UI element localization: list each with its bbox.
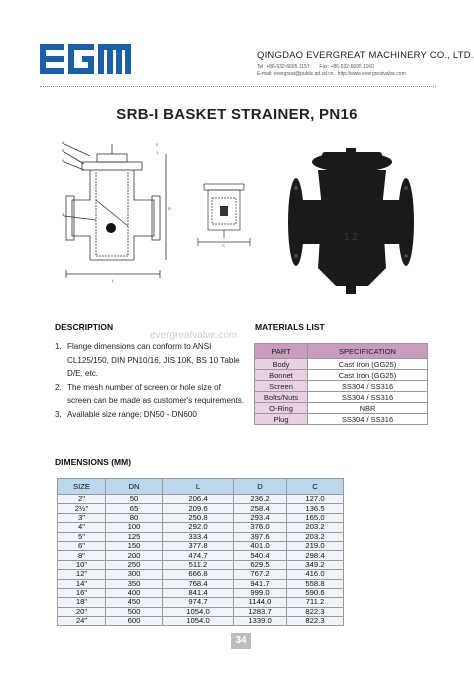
description-item xyxy=(55,408,245,422)
strainer-photo xyxy=(282,148,414,298)
strainer-section-drawing xyxy=(62,140,172,290)
table-row xyxy=(58,588,344,597)
table-row xyxy=(58,579,344,588)
email-text: E-mail: evergreat@public.qd.sd.cn xyxy=(257,71,334,77)
dimension-cell: 540.4 xyxy=(234,551,287,560)
dimension-cell: 150 xyxy=(106,541,163,550)
header-spec: SPECIFICATION xyxy=(308,344,428,359)
materials-table xyxy=(254,343,428,425)
drawing-label-4: 3 xyxy=(62,212,65,217)
dimension-cell: 2" xyxy=(58,495,106,504)
table-row xyxy=(58,598,344,607)
header-part: PART xyxy=(255,344,308,359)
dimension-cell: 300 xyxy=(106,570,163,579)
table-row xyxy=(58,523,344,532)
dimension-cell: 350 xyxy=(106,579,163,588)
dimension-cell: 558.8 xyxy=(287,579,344,588)
cast-marks: 1 2 xyxy=(344,232,358,243)
tel-text: Tel: +86-532-6695 1157 xyxy=(257,64,310,70)
dimension-cell: 1283.7 xyxy=(234,607,287,616)
dimension-cell: 376.0 xyxy=(234,523,287,532)
drain-plug-mark xyxy=(106,223,116,233)
tel-fax-line xyxy=(257,64,406,71)
table-row xyxy=(255,392,428,403)
part-cell: O-Ring xyxy=(255,403,308,414)
dimension-cell: 400 xyxy=(106,588,163,597)
dimension-cell: 16" xyxy=(58,588,106,597)
dimension-cell: 666.8 xyxy=(163,570,234,579)
dimension-cell: 293.4 xyxy=(234,513,287,522)
dimension-cell: 20" xyxy=(58,607,106,616)
dimension-cell: 4" xyxy=(58,523,106,532)
drawing-label-3: 4 xyxy=(62,158,65,163)
dimension-cell: 474.7 xyxy=(163,551,234,560)
dimension-cell: 768.4 xyxy=(163,579,234,588)
part-cell: Screen xyxy=(255,381,308,392)
part-cell: Bonnet xyxy=(255,370,308,381)
table-row xyxy=(58,513,344,522)
dimension-cell: 250.8 xyxy=(163,513,234,522)
dimension-cell: 401.0 xyxy=(234,541,287,550)
description-heading: DESCRIPTION xyxy=(55,322,114,332)
dimension-cell: 500 xyxy=(106,607,163,616)
watermark: evergreatvalve.com xyxy=(150,330,238,341)
website-link[interactable]: http://www.evergreatvalve.com xyxy=(337,71,406,77)
contact-info xyxy=(257,64,406,78)
table-row xyxy=(58,551,344,560)
item-text: Flange dimensions can conform to ANSI CL125/150, DIN PN10/16, JIS 10K, BS 10 Table D/E, etc. xyxy=(67,342,240,378)
dimension-cell: 250 xyxy=(106,560,163,569)
dimension-cell: 841.4 xyxy=(163,588,234,597)
spec-cell: SS304 / SS316 xyxy=(308,414,428,425)
table-row xyxy=(255,359,428,370)
page-title: SRB-I BASKET STRAINER, PN16 xyxy=(116,106,358,123)
dimension-cell: 377.8 xyxy=(163,541,234,550)
dimension-cell: 397.6 xyxy=(234,532,287,541)
drawing-label-D: D xyxy=(168,206,171,211)
dimension-cell: 2½" xyxy=(58,504,106,513)
drawing-label-6: 1 xyxy=(156,150,159,155)
item-text: Available size range: DN50 - DN600 xyxy=(67,409,197,419)
dimension-cell: 203.2 xyxy=(287,523,344,532)
dimension-cell: 6" xyxy=(58,541,106,550)
dimension-cell: 711.2 xyxy=(287,598,344,607)
materials-heading: MATERIALS LIST xyxy=(255,322,325,332)
dimension-cell: 125 xyxy=(106,532,163,541)
table-row xyxy=(58,560,344,569)
dimension-cell: 600 xyxy=(106,617,163,626)
dimensions-table xyxy=(57,478,344,626)
company-logo xyxy=(40,44,132,74)
dimension-cell: 1054.0 xyxy=(163,607,234,616)
dimension-cell: 80 xyxy=(106,513,163,522)
dimension-cell: 24" xyxy=(58,617,106,626)
spec-cell: SS304 / SS316 xyxy=(308,381,428,392)
drawing-label-L: L xyxy=(112,278,115,283)
dimension-cell: 14" xyxy=(58,579,106,588)
dimension-cell: 136.5 xyxy=(287,504,344,513)
dimension-cell: 50 xyxy=(106,495,163,504)
table-row xyxy=(58,495,344,504)
dimension-cell: 999.0 xyxy=(234,588,287,597)
dimensions-heading: DIMENSIONS (MM) xyxy=(55,457,132,467)
table-row xyxy=(58,617,344,626)
dimension-cell: 165.0 xyxy=(287,513,344,522)
drawing-label-2: 5 xyxy=(62,148,65,153)
dimension-cell: 127.0 xyxy=(287,495,344,504)
header-divider xyxy=(40,86,436,87)
header-d: D xyxy=(234,479,287,495)
dimension-cell: 416.0 xyxy=(287,570,344,579)
description-item xyxy=(55,381,245,408)
materials-header-row xyxy=(255,344,428,359)
spec-cell: SS304 / SS316 xyxy=(308,392,428,403)
dimension-cell: 219.0 xyxy=(287,541,344,550)
spec-cell: Cast Iron (GG25) xyxy=(308,359,428,370)
item-text: The mesh number of screen or hole size of screen can be made as customer's requirements. xyxy=(67,382,244,405)
item-number: 2. xyxy=(55,382,62,392)
spec-cell: NBR xyxy=(308,403,428,414)
drawing-label-5: 2 xyxy=(156,142,159,147)
dimension-cell: 5" xyxy=(58,532,106,541)
header-c: C xyxy=(287,479,344,495)
page-number: 34 xyxy=(231,633,251,649)
dimension-cell: 298.4 xyxy=(287,551,344,560)
dimension-cell: 941.7 xyxy=(234,579,287,588)
dimension-cell: 203.2 xyxy=(287,532,344,541)
description-list xyxy=(55,340,245,421)
table-row xyxy=(255,403,428,414)
part-cell: Body xyxy=(255,359,308,370)
dimension-cell: 236.2 xyxy=(234,495,287,504)
dimension-cell: 767.2 xyxy=(234,570,287,579)
header-l: L xyxy=(163,479,234,495)
part-cell: Plug xyxy=(255,414,308,425)
dimension-cell: 65 xyxy=(106,504,163,513)
item-number: 1. xyxy=(55,342,62,351)
dimension-cell: 100 xyxy=(106,523,163,532)
table-row xyxy=(255,381,428,392)
dimension-cell: 258.4 xyxy=(234,504,287,513)
table-row xyxy=(255,370,428,381)
dimension-cell: 511.2 xyxy=(163,560,234,569)
dimension-cell: 333.4 xyxy=(163,532,234,541)
dimension-cell: 209.6 xyxy=(163,504,234,513)
dimension-cell: 3" xyxy=(58,513,106,522)
drawing-label-1: 6 xyxy=(62,140,65,145)
dimension-cell: 12" xyxy=(58,570,106,579)
header-dn: DN xyxy=(106,479,163,495)
dimension-cell: 974.7 xyxy=(163,598,234,607)
dimension-cell: 8" xyxy=(58,551,106,560)
dimension-cell: 822.3 xyxy=(287,617,344,626)
description-item xyxy=(55,340,245,381)
dimension-cell: 206.4 xyxy=(163,495,234,504)
dimension-cell: 822.3 xyxy=(287,607,344,616)
dimension-cell: 18" xyxy=(58,598,106,607)
item-number: 3. xyxy=(55,409,62,419)
email-web-line xyxy=(257,71,406,78)
company-name: QINGDAO EVERGREAT MACHINERY CO., LTD. xyxy=(257,50,474,61)
dimension-cell: 590.6 xyxy=(287,588,344,597)
table-row xyxy=(255,414,428,425)
header-size: SIZE xyxy=(58,479,106,495)
table-row xyxy=(58,607,344,616)
dimensions-header-row xyxy=(58,479,344,495)
dimension-cell: 1054.0 xyxy=(163,617,234,626)
table-row xyxy=(58,504,344,513)
dimension-cell: 292.0 xyxy=(163,523,234,532)
table-row xyxy=(58,541,344,550)
dimension-cell: 629.5 xyxy=(234,560,287,569)
dimension-cell: 450 xyxy=(106,598,163,607)
table-row xyxy=(58,570,344,579)
spec-cell: Cast Iron (GG25) xyxy=(308,370,428,381)
table-row xyxy=(58,532,344,541)
dimension-cell: 1339.0 xyxy=(234,617,287,626)
fax-text: Fax: +86-532-6695 1160 xyxy=(319,64,374,70)
strainer-side-drawing xyxy=(196,180,252,248)
dimension-cell: 10" xyxy=(58,560,106,569)
side-drawing-label-C: C xyxy=(222,243,225,248)
dimension-cell: 349.2 xyxy=(287,560,344,569)
part-cell: Bolts/Nuts xyxy=(255,392,308,403)
dimension-cell: 200 xyxy=(106,551,163,560)
dimension-cell: 1144.0 xyxy=(234,598,287,607)
